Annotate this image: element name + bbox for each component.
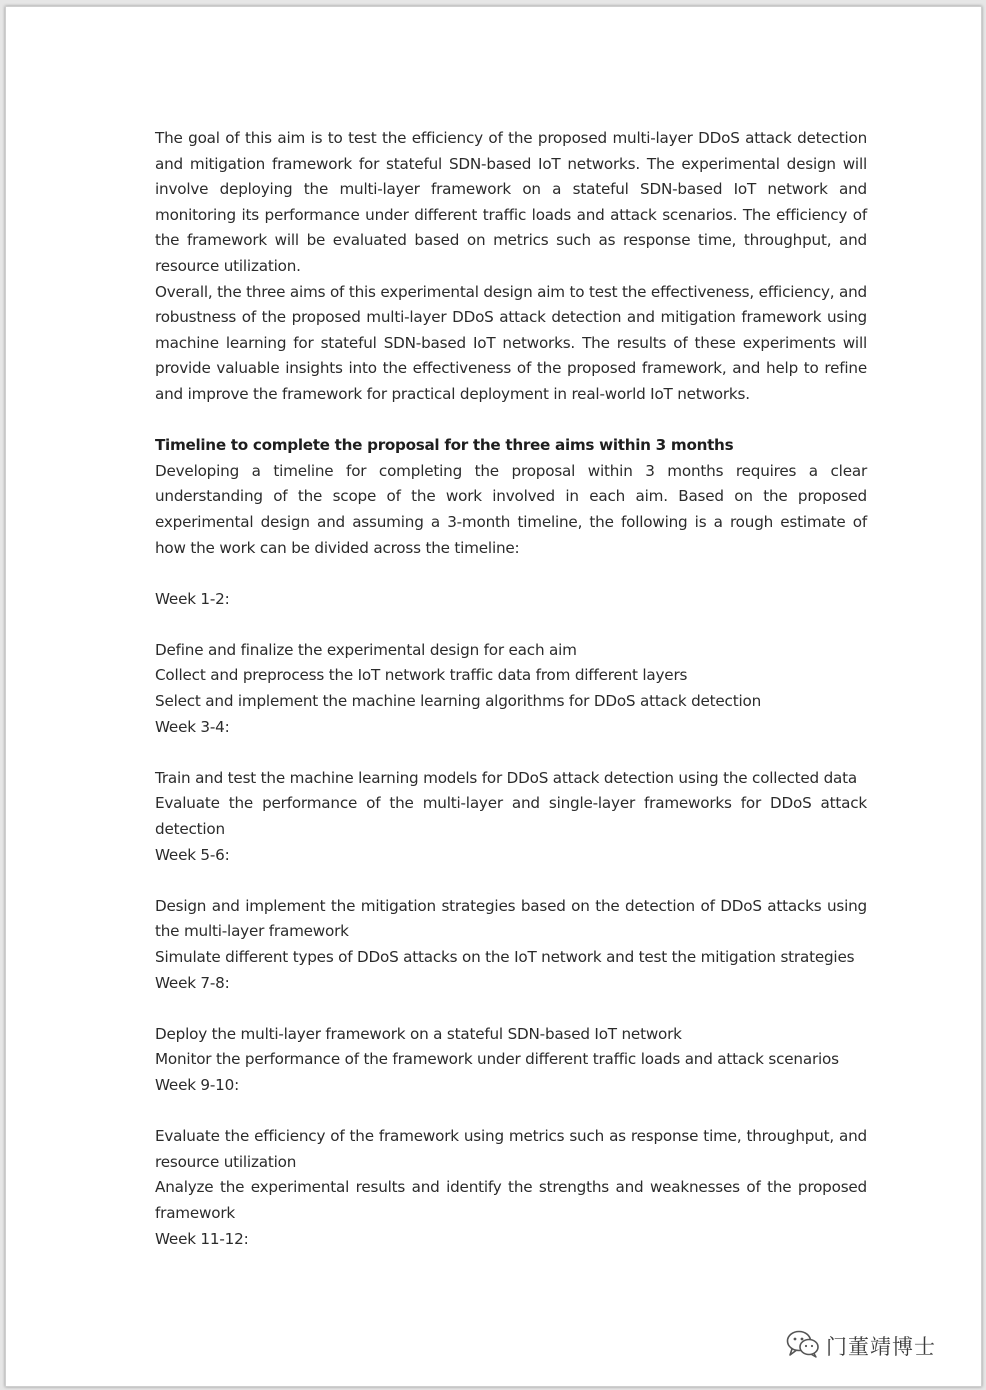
week-task: Train and test the machine learning models for DDoS attack detection using the collected data [155, 768, 857, 787]
week-label: Week 3-4: [155, 717, 230, 736]
week-label: Week 5-6: [155, 845, 230, 864]
blank-line [155, 612, 867, 638]
week-task: Evaluate the efficiency of the framework using metrics such as response time, throughput, and resource utilization [155, 1127, 867, 1171]
blank-line [155, 996, 867, 1022]
week-task: Analyze the experimental results and identify the strengths and weaknesses of the proposed framework [155, 1178, 867, 1222]
watermark-text: 门董靖博士 [826, 1335, 936, 1359]
paragraph-overall: Overall, the three aims of this experimental design aim to test the effectiveness, efficiency, and robustness of the proposed multi-layer DDoS attack detection and mitigation framework using machine learning for stateful SDN-based IoT networks. The results of these experiments will provide valuable insights into the effectiveness of the proposed framework, and help to refine and improve the framework for practical deployment in real-world IoT networks. [155, 282, 867, 403]
blank-line [155, 561, 867, 587]
week-label: Week 1-2: [155, 589, 230, 608]
blank-line [155, 408, 867, 434]
timeline-intro: Developing a timeline for completing the proposal within 3 months requires a clear understanding of the scope of the work involved in each aim. Based on the proposed experimental design and assuming a 3-month timeline, the following is a rough estimate of how the work can be divided across the timeline: [155, 461, 867, 557]
blank-line [155, 740, 867, 766]
week-label: Week 9-10: [155, 1075, 240, 1094]
week-label: Week 11-12: [155, 1229, 249, 1248]
blank-line [155, 1099, 867, 1125]
week-task: Monitor the performance of the framework under different traffic loads and attack scenarios [155, 1050, 839, 1069]
week-task: Select and implement the machine learning algorithms for DDoS attack detection [155, 692, 761, 711]
document-body [155, 126, 867, 1252]
week-label: Week 7-8: [155, 973, 230, 992]
week-task: Deploy the multi-layer framework on a stateful SDN-based IoT network [155, 1024, 682, 1043]
document-page [5, 6, 982, 1387]
wechat-watermark [786, 1326, 936, 1366]
week-task: Collect and preprocess the IoT network traffic data from different layers [155, 666, 688, 685]
week-task: Define and finalize the experimental design for each aim [155, 640, 577, 659]
blank-line [155, 868, 867, 894]
wechat-icon [786, 1330, 820, 1363]
week-task: Design and implement the mitigation strategies based on the detection of DDoS attacks using the multi-layer framework [155, 896, 867, 941]
week-task: Simulate different types of DDoS attacks on the IoT network and test the mitigation strategies [155, 948, 855, 966]
timeline-heading: Timeline to complete the proposal for the three aims within 3 months [155, 436, 734, 455]
paragraph-aim3-goal: The goal of this aim is to test the efficiency of the proposed multi-layer DDoS attack detection and mitigation framework for stateful SDN-based IoT networks. The experimental design will involve deploying the multi-layer framework on a stateful SDN-based IoT network and monitoring its performance under different traffic loads and attack scenarios. The efficiency of the framework will be evaluated based on metrics such as response time, throughput, and resource utilization. [155, 129, 867, 275]
week-task: Evaluate the performance of the multi-layer and single-layer frameworks for DDoS attack detection [155, 794, 867, 839]
